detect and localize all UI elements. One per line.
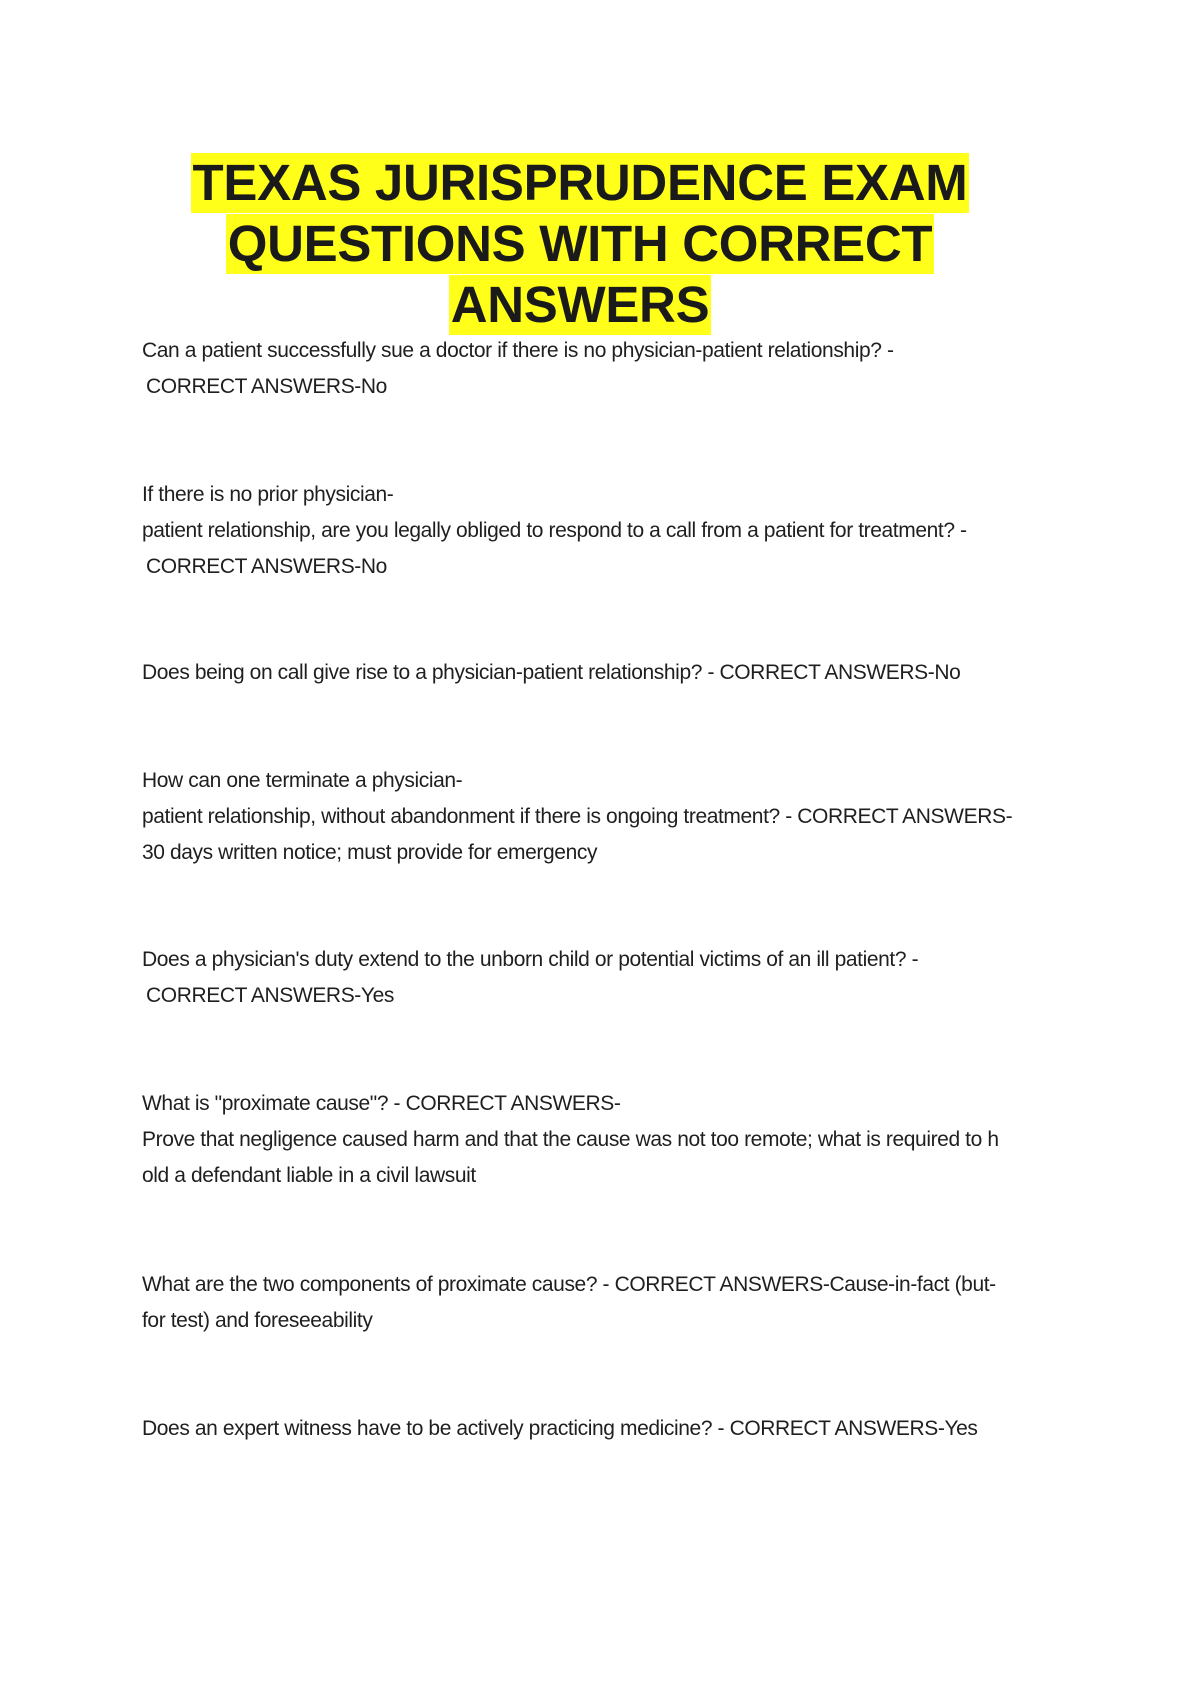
qa-line: patient relationship, are you legally obliged to respond to a call from a patient for treatment? -	[142, 519, 967, 542]
qa-answer-line: 30 days written notice; must provide for emergency	[142, 841, 598, 864]
qa-answer-line: for test) and foreseeability	[142, 1309, 373, 1332]
qa-line: What are the two components of proximate cause? - CORRECT ANSWERS-Cause-in-fact (but-	[142, 1273, 996, 1296]
qa-answer-line: CORRECT ANSWERS-No	[146, 375, 387, 398]
qa-answer-line: CORRECT ANSWERS-Yes	[146, 984, 394, 1007]
qa-item-4	[142, 763, 1062, 871]
qa-line: If there is no prior physician-	[142, 483, 394, 506]
qa-line: Does an expert witness have to be actively practicing medicine? - CORRECT ANSWERS-Yes	[142, 1417, 978, 1440]
title-line-2: QUESTIONS WITH CORRECT	[227, 215, 933, 272]
qa-line: Prove that negligence caused harm and that the cause was not too remote; what is required to h	[142, 1128, 999, 1151]
qa-line: patient relationship, without abandonment if there is ongoing treatment? - CORRECT ANSWERS-	[142, 805, 1013, 828]
title-line-1: TEXAS JURISPRUDENCE EXAM	[192, 154, 968, 211]
qa-item-2	[142, 477, 1062, 585]
qa-item-7	[142, 1267, 1062, 1339]
qa-item-8	[142, 1411, 1062, 1447]
qa-answer-line: CORRECT ANSWERS-No	[146, 555, 387, 578]
qa-line: Can a patient successfully sue a doctor if there is no physician-patient relationship? -	[142, 339, 894, 362]
qa-line: Does being on call give rise to a physician-patient relationship? - CORRECT ANSWERS-No	[142, 661, 961, 684]
qa-item-5	[142, 942, 1062, 1014]
qa-item-3	[142, 655, 1062, 691]
document-title	[0, 153, 1160, 336]
title-line-3: ANSWERS	[450, 276, 710, 333]
qa-line: What is "proximate cause"? - CORRECT ANSWERS-	[142, 1092, 621, 1115]
qa-line: How can one terminate a physician-	[142, 769, 463, 792]
qa-item-6	[142, 1086, 1062, 1194]
qa-line: Does a physician's duty extend to the unborn child or potential victims of an ill patient? -	[142, 948, 919, 971]
qa-item-1	[142, 333, 1062, 405]
qa-answer-line: old a defendant liable in a civil lawsuit	[142, 1164, 476, 1187]
